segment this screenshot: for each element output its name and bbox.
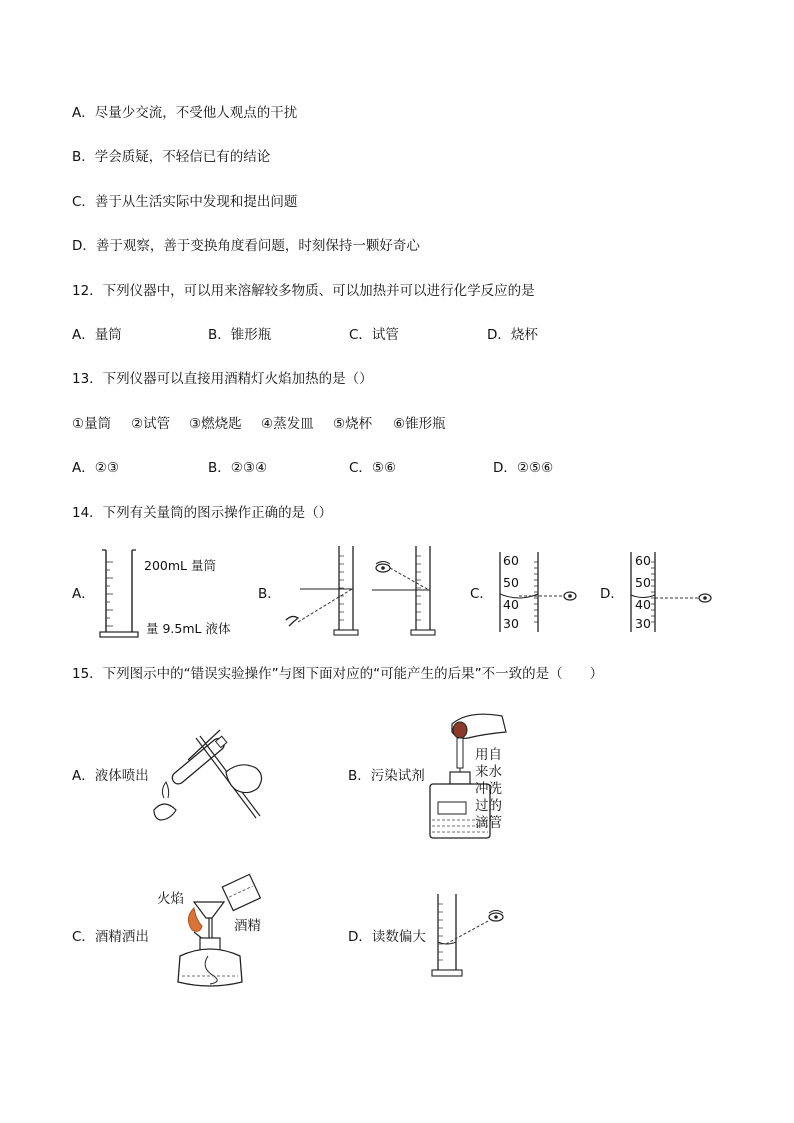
q11-option-b: B．学会质疑，不轻信已有的结论 [72, 149, 271, 165]
q15-fig-c-alcohol-label: 酒精 [234, 918, 261, 934]
q15-fig-c-alcohol-lamp [170, 872, 280, 992]
q13-item-4: ④蒸发皿 [261, 416, 314, 432]
q14-fig-d-tick-60: 60 [635, 553, 651, 568]
q15-fig-b-note: 用自来水冲洗过的滴管 [475, 747, 502, 831]
q14-fig-d-tick-30: 30 [635, 616, 651, 631]
q13-option-c: C．⑤⑥ [349, 460, 397, 476]
q15-fig-a-heating-liquid [148, 724, 268, 824]
q14-fig-d-tick-50: 50 [635, 575, 651, 590]
q15-stem: 15．下列图示中的“错误实验操作”与图下面对应的“可能产生的后果”不一致的是（ ） [72, 666, 604, 682]
q13-option-a: A．②③ [72, 460, 119, 476]
q14-fig-c-tick-40: 40 [503, 597, 519, 612]
q14-fig-c-tick-60: 60 [503, 553, 519, 568]
q14-stem: 14．下列有关量筒的图示操作正确的是（） [72, 505, 333, 521]
q11-option-d: D．善于观察，善于变换角度看问题，时刻保持一颗好奇心 [72, 238, 420, 254]
q15-fig-d-reading [428, 890, 518, 980]
q14-fig-b-scene [282, 540, 442, 640]
q14-fig-d-tick-40: 40 [635, 597, 651, 612]
q13-item-1: ①量筒 [72, 416, 112, 432]
q11-option-a: A．尽量少交流，不受他人观点的干扰 [72, 105, 298, 121]
q13-item-5: ⑤烧杯 [333, 416, 373, 432]
q12-option-d: D．烧杯 [487, 327, 538, 343]
q15-option-d: D．读数偏大 [348, 929, 426, 945]
q14-fig-a-letter: A． [72, 586, 95, 602]
q11-option-c: C．善于从生活实际中发现和提出问题 [72, 194, 298, 210]
q14-fig-a-cylinder [96, 548, 146, 640]
q14-fig-c-tick-50: 50 [503, 575, 519, 590]
q15-option-a: A．液体喷出 [72, 768, 149, 784]
q14-fig-c-tick-30: 30 [503, 616, 519, 631]
q13-item-6: ⑥锥形瓶 [393, 416, 446, 432]
q12-option-a: A．量筒 [72, 327, 122, 343]
q13-option-d: D．②⑤⑥ [493, 460, 554, 476]
q14-fig-a-bottom-label: 量 9.5mL 液体 [146, 621, 231, 636]
q15-option-b: B．污染试剂 [348, 768, 425, 784]
q12-option-b: B．锥形瓶 [208, 327, 272, 343]
q13-stem: 13．下列仪器可以直接用酒精灯火焰加热的是（） [72, 371, 373, 387]
q15-fig-c-flame-label: 火焰 [157, 891, 184, 907]
q13-option-b: B．②③④ [208, 460, 268, 476]
q13-item-2: ②试管 [131, 416, 171, 432]
q13-item-3: ③燃烧匙 [189, 416, 242, 432]
q12-option-c: C．试管 [349, 327, 399, 343]
q12-stem: 12．下列仪器中，可以用来溶解较多物质、可以加热并可以进行化学反应的是 [72, 283, 535, 299]
q14-fig-b-letter: B． [258, 586, 281, 602]
q15-option-c: C．酒精洒出 [72, 929, 149, 945]
q14-fig-a-top-label: 200mL 量筒 [144, 558, 216, 573]
q14-fig-d-letter: D． [600, 586, 624, 602]
q14-fig-c-letter: C． [470, 586, 493, 602]
